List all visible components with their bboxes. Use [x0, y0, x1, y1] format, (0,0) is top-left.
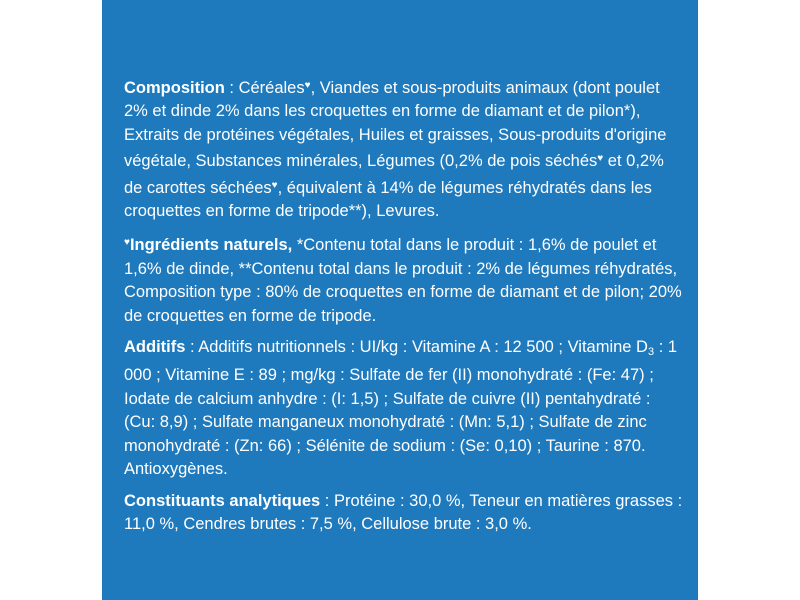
additifs-text-2: : 1 000 ; Vitamine E : 89 ; mg/kg : Sulfate de fer (II) monohydraté : (Fe: 47) ; Iodate de calcium anhydre : (I: 1,5) ; Sulfate de cuivre (II) pentahydraté : (Cu: 8,9) ; Sulfate manganeux monohydraté : (Mn: 5,1) ; Sulfate de zinc monohydraté : (Zn: 66) ; Sélénite de sodium : (Se: 0,10) ; Taurine : 870. Antioxygènes. — [124, 338, 678, 479]
composition-label: Composition — [124, 79, 225, 97]
ingredients-label: Ingrédients naturels, — [129, 236, 293, 255]
composition-paragraph — [124, 74, 684, 223]
constituants-paragraph — [124, 490, 684, 537]
additifs-label: Additifs — [124, 338, 186, 357]
heart-icon: ♥ — [304, 80, 311, 91]
composition-text-3: et 0,2% de carottes séchées — [124, 152, 664, 197]
heart-icon: ♥ — [271, 179, 278, 191]
additifs-paragraph — [124, 336, 684, 481]
heart-icon: ♥ — [597, 153, 604, 165]
vitamin-d-subscript: 3 — [647, 346, 655, 359]
ingredients-text: *Contenu total dans le produit : 1,6% de poulet et 1,6% de dinde, **Contenu total dans le produit : 2% de légumes réhydratés, Composition type : 80% de croquettes en forme de diamant et de pilon; 20% de croquettes en forme de tripode. — [124, 236, 682, 325]
composition-text-1: : Céréales — [224, 79, 305, 97]
composition-text-2: , Viandes et sous-produits animaux (dont poulet 2% et dinde 2% dans les croquettes en forme de diamant et de pilon*), Extraits de protéines végétales, Huiles et graisses, Sous-produits d'origine végétale, Substances minérales, Légumes (0,2% de pois séchés — [124, 79, 667, 171]
ingredients-text-block — [124, 74, 684, 544]
additifs-text-1: : Additifs nutritionnels : UI/kg : Vitamine A : 12 500 ; Vitamine D — [185, 338, 648, 357]
constituants-text: : Protéine : 30,0 %, Teneur en matières grasses : 11,0 %, Cendres brutes : 7,5 %, Cellulose brute : 3,0 %. — [124, 491, 683, 533]
composition-text-4: , équivalent à 14% de légumes réhydratés dans les croquettes en forme de tripode**), Levures. — [124, 178, 652, 221]
heart-icon: ♥ — [124, 237, 130, 249]
label-panel — [102, 0, 698, 600]
ingredients-paragraph — [124, 231, 684, 328]
constituants-label: Constituants analytiques — [124, 491, 321, 510]
